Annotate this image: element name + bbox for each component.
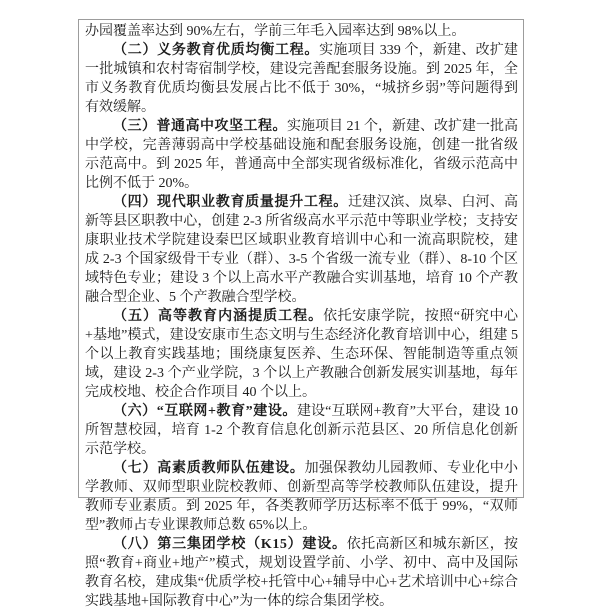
paragraph: [85, 117, 518, 193]
paragraph-heading: （三）普通高中攻坚工程。: [113, 119, 287, 134]
paragraph: [85, 22, 518, 41]
paragraph: [85, 459, 518, 535]
paragraph-heading: （五）高等教育内涵提质工程。: [113, 309, 324, 324]
paragraph-text: 办园覆盖率达到 90%左右，学前三年毛入园率达到 98%以上。: [85, 24, 466, 39]
paragraph-text: 实施项目 339 个，新建、改扩建一批城镇和农村寄宿制学校，建设完善配套服务设施。到 2025 年，全市义务教育优质均衡县发展占比不低于 30%，“城挤乡弱”等问题得到有效缓解。: [85, 43, 519, 115]
paragraph-heading: （七）高素质教师队伍建设。: [113, 461, 305, 476]
paragraph: [85, 193, 518, 307]
paragraph-text: 加强保教幼儿园教师、专业化中小学教师、双师型职业院校教师、创新型高等学校教师队伍建设，提升教师专业素质。到 2025 年，各类教师学历达标率不低于 99%，“双师型”教师占专业课教师总数 65%以上。: [85, 461, 519, 533]
paragraph: [85, 535, 518, 611]
paragraph-heading: （二）义务教育优质均衡工程。: [113, 43, 320, 58]
document-body: [85, 22, 518, 611]
paragraph-heading: （四）现代职业教育质量提升工程。: [113, 195, 348, 210]
paragraph: [85, 41, 518, 117]
paragraph-text: 实施项目 21 个，新建、改扩建一批高中学校，完善薄弱高中学校基础设施和配套服务设施，创建一批省级示范高中。到 2025 年，普通高中全部实现省级标准化，省级示范高中比例不低于 20%。: [85, 119, 518, 191]
paragraph-heading: （八）第三集团学校（K15）建设。: [113, 537, 347, 552]
paragraph-text: 迁建汉滨、岚皋、白河、高新等县区职教中心，创建 2-3 所省级高水平示范中等职业学校；支持安康职业技术学院建设秦巴区域职业教育培训中心和一流高职院校，建成 2-3 个国家级骨干专业（群）、3-5 个省级一流专业（群）、8-10 个区域特色专业；建设 3 个以上高水平产教融合实训基地，培育 10 个产教融合型企业、5 个产教融合型学校。: [85, 195, 519, 305]
paragraph-heading: （六）“互联网+教育”建设。: [113, 404, 297, 419]
paragraph: [85, 307, 518, 402]
document-page: [78, 19, 524, 609]
paragraph-text: 依托高新区和城东新区，按照“教育+商业+地产”模式，规划设置学前、小学、初中、高中及国际教育名校，建成集“优质学校+托管中心+辅导中心+艺术培训中心+综合实践基地+国际教育中心”为一体的综合集团学校。: [85, 537, 518, 609]
paragraph-text: 依托安康学院，按照“研究中心+基地”模式，建设安康市生态文明与生态经济化教育培训中心，组建 5 个以上教育实践基地；围绕康复医养、生态环保、智能制造等重点领域，建设 2-3 个产业学院，3 个以上产教融合创新发展实训基地，每年完成校地、校企合作项目 40 个以上。: [85, 309, 519, 400]
paragraph: [85, 402, 518, 459]
paragraph-text: 建设“互联网+教育”大平台，建设 10 所智慧校园，培育 1-2 个教育信息化创新示范县区、20 所信息化创新示范学校。: [85, 404, 518, 457]
